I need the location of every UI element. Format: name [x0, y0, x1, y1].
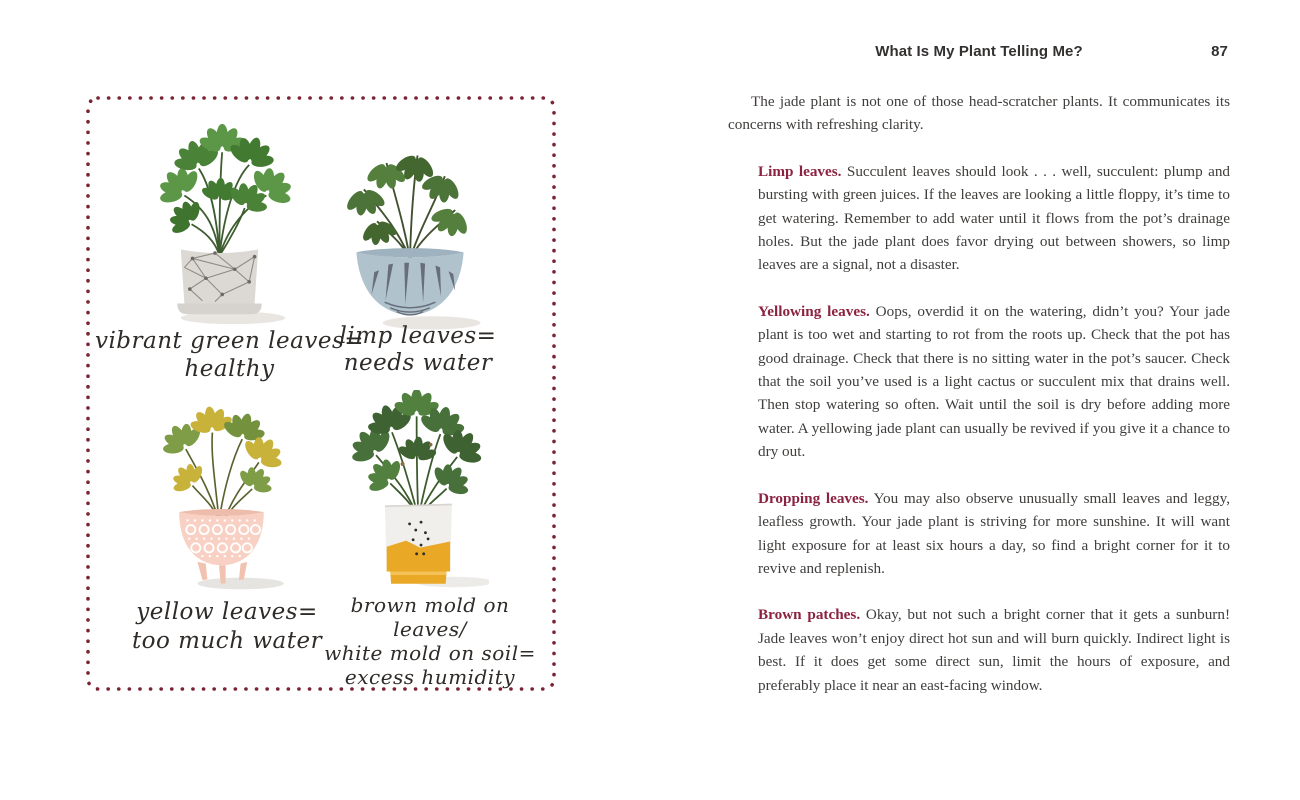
limp-jade-plant-illustration — [330, 116, 490, 337]
section-body: Oops, overdid it on the watering, didn’t you? Your jade plant is too wet and starting to rot from the roots up. Check that the pot has good drainage. Check that there is no sitting water in the pot’s saucer. Check that the soil you’ve used is a light cactus or succulent mix that drains well. Then stop watering so often. Wait until the soil is dry before adding more water. A yellowing jade plant can usually be revived if you give it a chance to dry out. — [758, 302, 1230, 461]
caption-line: white mold on soil= — [324, 641, 536, 665]
intro-paragraph: The jade plant is not one of those head-scratcher plants. It communicates its concerns with refreshing clarity. — [728, 93, 1230, 134]
caption-line: yellow leaves= — [136, 599, 318, 625]
section-lead: Brown patches. — [758, 606, 861, 624]
running-header-title: What Is My Plant Telling Me? — [875, 43, 1083, 60]
section-body: You may also observe unusually small leaves and leggy, leafless growth. Your jade plant is striving for more sunshine. It will want light exposure for at least six hours a day, so find a bright corner for it to revive and replenish. — [758, 489, 1231, 577]
section-lead: Limp leaves. — [758, 162, 842, 180]
page-number: 87 — [1211, 43, 1228, 60]
section-lead: Dropping leaves. — [758, 489, 869, 507]
section-limp-leaves — [758, 160, 1230, 277]
section-body: Succulent leaves should look . . . well, succulent: plump and bursting with green juices. If the leaves are looking a little floppy, it’s time to get watering. Remember to add water until it flows from the pot’s drainage holes. But the jade plant does favor drying out between showers, so limp leaves are a signal, not a disaster. — [758, 162, 1231, 274]
caption-excess-humidity — [315, 593, 545, 689]
caption-line: healthy — [184, 356, 275, 382]
section-lead: Yellowing leaves. — [758, 302, 870, 320]
section-body: Okay, but not such a bright corner that it gets a sunburn! Jade leaves won’t enjoy direct hot sun and will burn quickly. Indirect light is best. If it does get some direct sun, limit the hours of exposure, and preferably place it near an east-facing window. — [758, 606, 1231, 694]
caption-line: brown mold on leaves/ — [350, 593, 510, 641]
caption-line: limp leaves= — [339, 323, 497, 349]
caption-needs-water — [313, 323, 523, 377]
section-dropping-leaves — [758, 487, 1230, 581]
caption-line: vibrant green leaves= — [94, 328, 365, 354]
yellowing-jade-plant-illustration — [151, 396, 292, 591]
section-brown-patches — [758, 603, 1230, 697]
healthy-jade-plant-illustration — [143, 116, 296, 328]
page-text-column — [728, 40, 1230, 697]
caption-line: too much water — [131, 628, 323, 654]
caption-line: excess humidity — [344, 665, 516, 689]
running-header — [728, 40, 1230, 60]
section-yellowing-leaves — [758, 300, 1230, 464]
caption-line: needs water — [343, 350, 493, 376]
plant-guide-illustration — [85, 95, 557, 692]
moldy-jade-plant-illustration — [339, 390, 489, 597]
